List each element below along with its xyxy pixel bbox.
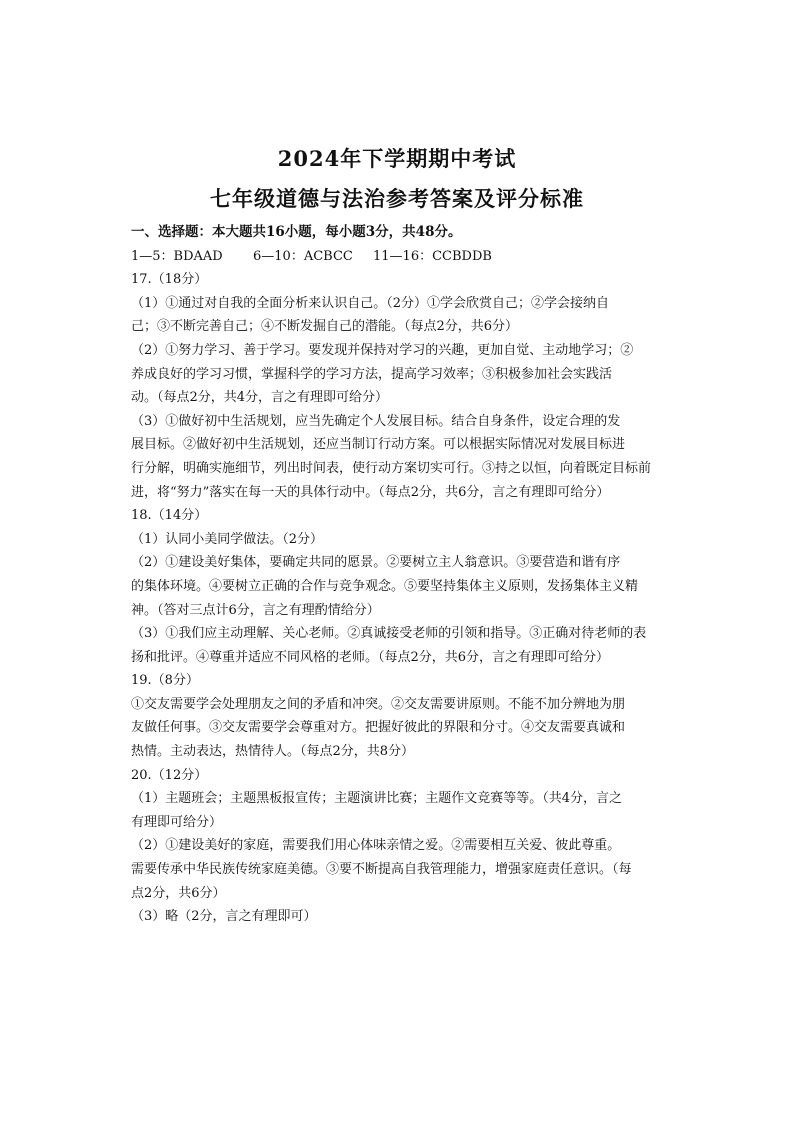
text-line: 有理即可给分） xyxy=(131,814,223,830)
text-line: 需要传承中华民族传统家庭美德。③要不断提高自我管理能力，增强家庭责任意识。（每 xyxy=(131,862,632,878)
text-line: 热情。主动表达，热情待人。（每点2分，共8分） xyxy=(131,744,415,760)
text-line: （1）认同小美同学做法。（2分） xyxy=(131,531,324,547)
text-line: 动。（每点2分，共4分，言之有理即可给分） xyxy=(131,390,389,406)
text-line: 神。（答对三点计6分，言之有理酌情给分） xyxy=(131,602,380,618)
text-line: 展目标。②做好初中生活规划，还应当制订行动方案。可以根据实际情况对发展目标进 xyxy=(131,437,626,453)
section-heading: 一、选择题：本大题共16小题，每小题3分，共48分。 xyxy=(131,224,462,240)
text-line: 18.（14分） xyxy=(131,508,208,524)
answer-group: 1—5：BDAAD xyxy=(131,248,223,264)
answer-content xyxy=(131,221,666,929)
text-line: 扬和批评。④尊重并适应不同风格的老师。（每点2分，共6分，言之有理即可给分） xyxy=(131,649,610,665)
text-line: 进，将“努力”落实在每一天的具体行动中。（每点2分，共6分，言之有理即可给分） xyxy=(131,484,610,500)
text-line: 点2分，共6分） xyxy=(131,885,226,901)
text-line: （1）主题班会；主题黑板报宣传；主题演讲比赛；主题作文竞赛等等。（共4分，言之 xyxy=(131,791,623,807)
text-line: 的集体环境。④要树立正确的合作与竞争观念。⑤要坚持集体主义原则，发扬集体主义精 xyxy=(131,578,639,594)
exam-subtitle: 七年级道德与法治参考答案及评分标准 xyxy=(210,186,584,211)
text-line: 己；③不断完善自己；④不断发掘自己的潜能。（每点2分，共6分） xyxy=(131,319,519,335)
text-line: 19.（8分） xyxy=(131,673,199,689)
answer-group: 6—10：ACBCC xyxy=(253,248,353,264)
text-line: （2）①努力学习、善于学习。要发现并保持对学习的兴趣，更加自觉、主动地学习；② xyxy=(131,342,634,358)
text-line: （3）①做好初中生活规划，应当先确定个人发展目标。结合自身条件，设定合理的发 xyxy=(131,413,621,429)
text-line: 友做任何事。③交友需要学会尊重对方。把握好彼此的界限和分寸。④交友需要真诚和 xyxy=(131,720,626,736)
choice-answers xyxy=(131,245,666,269)
text-line: 20.（12分） xyxy=(131,767,208,783)
text-line: ①交友需要学会处理朋友之间的矛盾和冲突。②交友需要讲原则。不能不加分辨地为朋 xyxy=(131,696,626,712)
text-line: 养成良好的学习习惯，掌握科学的学习方法，提高学习效率；③积极参加社会实践活 xyxy=(131,366,613,382)
text-line: （3）①我们应主动理解、关心老师。②真诚接受老师的引领和指导。③正确对待老师的表 xyxy=(131,626,647,642)
text-line: （1）①通过对自我的全面分析来认识自己。（2分）①学会欣赏自己；②学会接纳自 xyxy=(131,295,610,311)
text-line: （2）①建设美好集体，要确定共同的愿景。②要树立主人翁意识。③要营造和谐有序 xyxy=(131,555,621,571)
text-line: 17.（18分） xyxy=(131,272,208,288)
text-line: 行分解，明确实施细节，列出时间表，使行动方案切实可行。③持之以恒，向着既定目标前 xyxy=(131,460,652,476)
answer-group: 11—16：CCBDDB xyxy=(373,248,492,264)
text-line: （3）略（2分，言之有理即可） xyxy=(131,909,317,925)
text-line: （2）①建设美好的家庭，需要我们用心体味亲情之爱。②需要相互关爱、彼此尊重。 xyxy=(131,838,621,854)
exam-title: 2024年下学期期中考试 xyxy=(277,146,517,171)
